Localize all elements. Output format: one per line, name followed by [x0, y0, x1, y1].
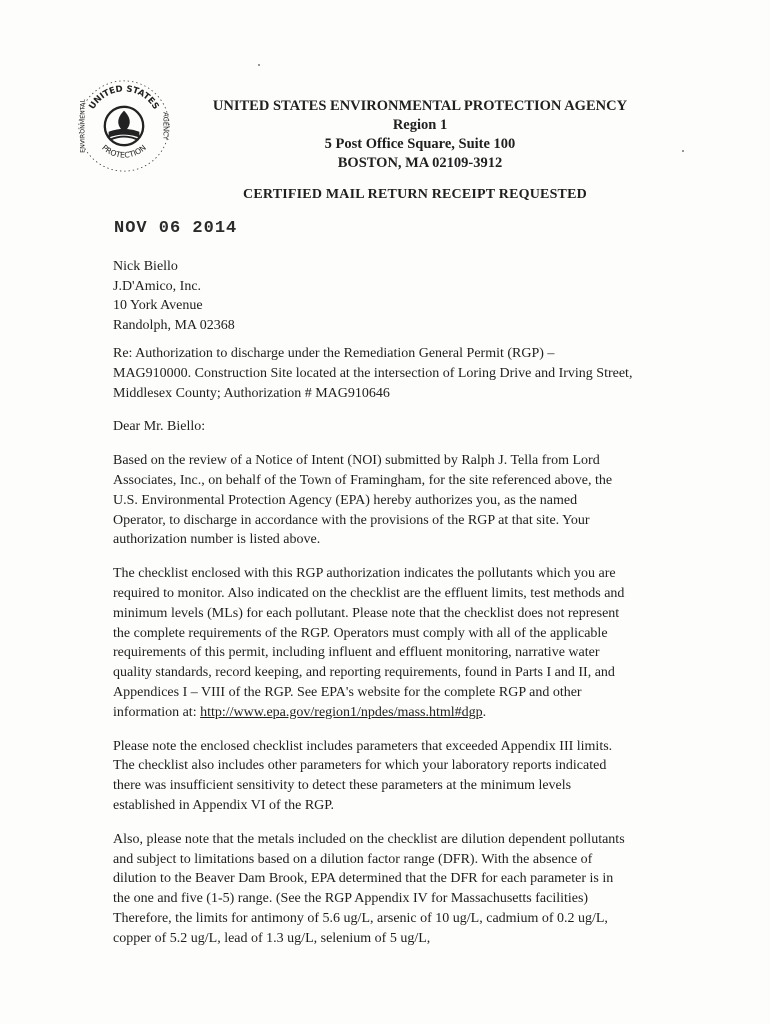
agency-street-address: 5 Post Office Square, Suite 100	[324, 136, 516, 152]
seal-left-text: ENVIRONMENTAL	[79, 99, 87, 153]
seal-arc-bottom-text: PROTECTION	[100, 143, 148, 160]
certified-mail-notice: CERTIFIED MAIL RETURN RECEIPT REQUESTED	[243, 187, 587, 202]
salutation: Dear Mr. Biello:	[113, 419, 206, 435]
region-name: Region 1	[392, 117, 448, 133]
subject-line: Re: Authorization to discharge under the Remediation General Permit (RGP) – MAG910000. Construction Site located at the intersection of Loring Drive and Irving Street, Middlesex County; Authorization # MAG910646	[113, 346, 633, 401]
paragraph-checklist	[113, 564, 633, 722]
paragraph-authorization: Based on the review of a Notice of Intent (NOI) submitted by Ralph J. Tella from Lord Associates, Inc., on behalf of the Town of Framingham, for the site referenced above, the U.S. Environmental Protection Agency (EPA) hereby authorizes you, as the named Operator, to discharge in accordance with the provisions of the RGP at that site. Your authorization number is listed above.	[113, 453, 613, 548]
agency-city-address: BOSTON, MA 02109-3912	[337, 155, 503, 171]
agency-name: UNITED STATES ENVIRONMENTAL PROTECTION AGENCY	[212, 98, 628, 114]
recipient-street: 10 York Avenue	[113, 298, 203, 314]
paragraph-checklist-text: The checklist enclosed with this RGP authorization indicates the pollutants which you are required to monitor. Also indicated on the checklist are the effluent limits, test methods and minimum levels (MLs) for each pollutant. Please note that the checklist does not represent the complete requirements of the RGP. Operators must comply with all of the applicable requirements of this permit, including influent and effluent monitoring, narrative water quality standards, record keeping, and reporting requirements, found in Parts I and II, and Appendices I – VIII of the RGP. See EPA's website for the complete RGP and other information at:	[113, 566, 625, 720]
letter-body	[113, 344, 633, 963]
paragraph-appendix-limits: Please note the enclosed checklist includes parameters that exceeded Appendix III limits. The checklist also includes other parameters for which your laboratory reports indicated there was insufficient sensitivity to detect these parameters at the minimum levels established in Appendix VI of the RGP.	[113, 738, 613, 813]
paragraph-dilution-metals: Also, please note that the metals included on the checklist are dilution dependent pollutants and subject to limitations based on a dilution factor range (DFR). With the absence of dilution to the Beaver Dam Brook, EPA determined that the DFR for each parameter is in the one and five (1-5) range. (See the RGP Appendix IV for Massachusetts facilities) Therefore, the limits for antimony of 5.6 ug/L, arsenic of 10 ug/L, cadmium of 0.2 ug/L, copper of 5.2 ug/L, lead of 1.3 ug/L, selenium of 5 ug/L,	[113, 831, 625, 946]
scan-speck	[258, 64, 260, 66]
seal-right-text: AGENCY	[161, 112, 170, 140]
recipient-address-block	[113, 257, 235, 335]
epa-seal-logo	[76, 78, 172, 174]
recipient-name: Nick Biello	[113, 259, 178, 274]
letterhead	[200, 97, 640, 173]
recipient-city: Randolph, MA 02368	[113, 317, 235, 333]
paragraph-checklist-end: .	[482, 704, 487, 720]
recipient-company: J.D'Amico, Inc.	[113, 278, 202, 294]
scan-speck	[682, 150, 684, 152]
seal-arc-top-text: UNITED STATES	[87, 84, 161, 112]
epa-rgp-website-link[interactable]: http://www.epa.gov/region1/npdes/mass.html#dgp	[200, 704, 483, 720]
date-stamp: NOV 06 2014	[114, 219, 238, 238]
